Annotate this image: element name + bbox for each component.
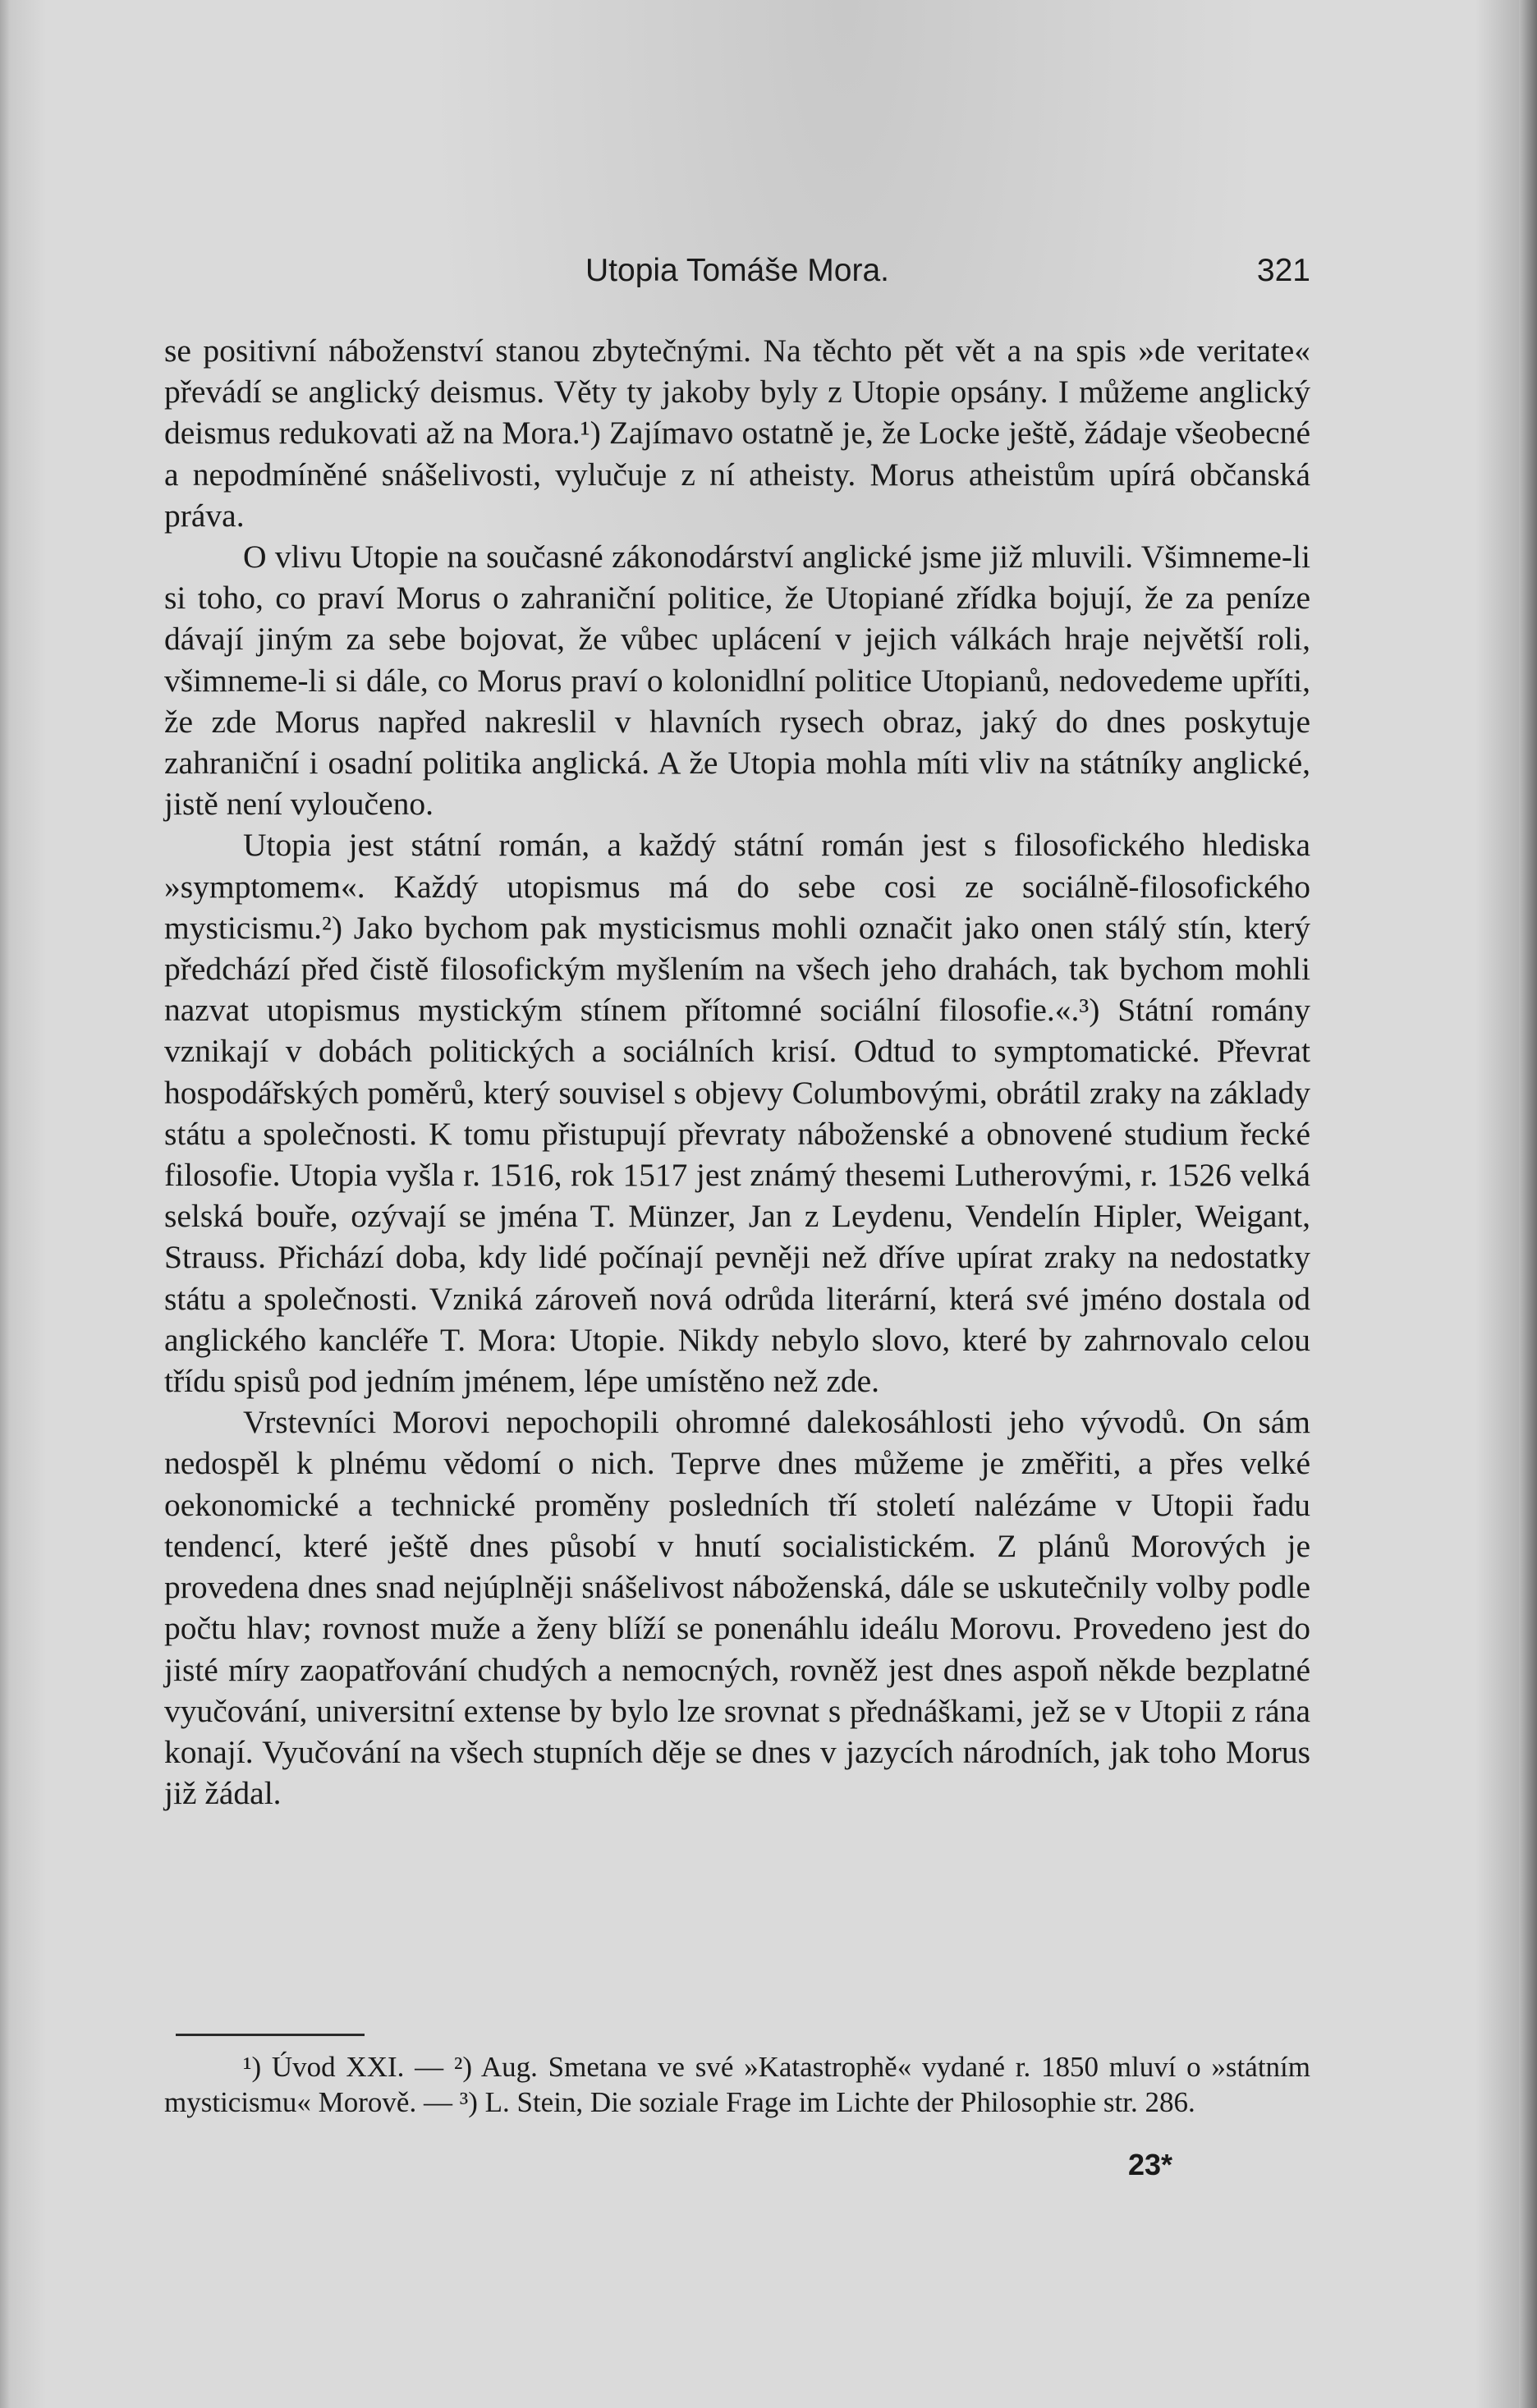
running-header bbox=[164, 253, 1310, 302]
running-title: Utopia Tomáše Mora. bbox=[585, 253, 889, 288]
page-left-edge bbox=[0, 0, 10, 2408]
page-right-edge bbox=[1519, 0, 1537, 2408]
footnote-text: ¹) Úvod XXI. — ²) Aug. Smetana ve své »Katastrophě« vydané r. 1850 mluví o »státním mysticismu« Morově. — ³) L. Stein, Die soziale Frage im Lichte der Philosophie str. 286. bbox=[164, 2051, 1310, 2118]
paragraph-2: O vlivu Utopie na současné zákonodárství anglické jsme již mluvili. Všimneme-li si toho, co praví Morus o zahraniční politice, že Utopiané zřídka bojují, že za peníze dávají jiným za sebe bojovat, že vůbec uplácení v jejich válkách hraje největší roli, všimneme-li si dále, co Morus praví o kolonidlní politice Utopianů, nedovedeme upříti, že zde Morus napřed nakreslil v hlavních rysech obraz, jaký do dnes poskytuje zahraniční i osadní politika anglická. A že Utopia mohla míti vliv na státníky anglické, jistě není vyloučeno. bbox=[164, 539, 1310, 823]
body-text bbox=[164, 330, 1310, 1814]
footnote-rule bbox=[176, 2034, 365, 2036]
paragraph-4: Vrstevníci Morovi nepochopili ohromné dalekosáhlosti jeho vývodů. On sám nedospěl k plnému vědomí o nich. Teprve dnes můžeme je změřiti, a přes velké oekonomické a technické proměny posledních tří století nalézáme v Utopii řadu tendencí, které ještě dnes působí v hnutí socialistickém. Z plánů Morových je provedena dnes snad nejúplněji snášelivost náboženská, dále se uskutečnily volby podle počtu hlav; rovnost muže a ženy blíží se ponenáhlu ideálu Morovu. Provedeno jest do jisté míry zaopatřování chudých a nemocných, rovněž jest dnes aspoň někde bezplatné vyučování, universitní extense by bylo lze srovnat s přednáškami, jež se v Utopii z rána konají. Vyučování na všech stupních děje se dnes v jazycích národních, jak toho Morus již žádal. bbox=[164, 1404, 1310, 1812]
footnotes bbox=[164, 2049, 1310, 2120]
paragraph-1: se positivní náboženství stanou zbytečnými. Na těchto pět vět a na spis »de veritate« převádí se anglický deismus. Věty ty jakoby byly z Utopie opsány. I můžeme anglický deismus redukovati až na Mora.¹) Zajímavo ostatně je, že Locke ještě, žádaje všeobecné a nepodmíněné snášelivosti, vylučuje z ní atheisty. Morus atheistům upírá občanská práva. bbox=[164, 333, 1310, 534]
page-number: 321 bbox=[1256, 253, 1310, 288]
paragraph-3: Utopia jest státní román, a každý státní román jest s filosofického hlediska »symptomem«. Každý utopismus má do sebe cosi ze sociálně-filosofického mysticismu.²) Jako bychom pak mysticismus mohli označit jako onen stálý stín, který předchází před čistě filosofickým myšlením na všech jeho drahách, tak bychom mohli nazvat utopismus mystickým stínem přítomné sociální filosofie.«.³) Státní romány vznikají v dobách politických a sociálních krisí. Odtud to symptomatické. Převrat hospodářských poměrů, který souvisel s objevy Columbovými, obrátil zraky na základy státu a společnosti. K tomu přistupují převraty náboženské a obnovené studium řecké filosofie. Utopia vyšla r. 1516, rok 1517 jest známý thesemi Lutherovými, r. 1526 velká selská bouře, ozývají se jména T. Münzer, Jan z Leydenu, Vendelín Hipler, Weigant, Strauss. Přichází doba, kdy lidé počínají pevněji než dříve upírat zraky na nedostatky státu a společnosti. Vzniká zároveň nová odrůda literární, která své jméno dostala od anglického kancléře T. Mora: Utopie. Nikdy nebylo slovo, které by zahrnovalo celou třídu spisů pod jedním jménem, lépe umístěno než zde. bbox=[164, 827, 1310, 1400]
signature-mark: 23* bbox=[1128, 2148, 1173, 2181]
